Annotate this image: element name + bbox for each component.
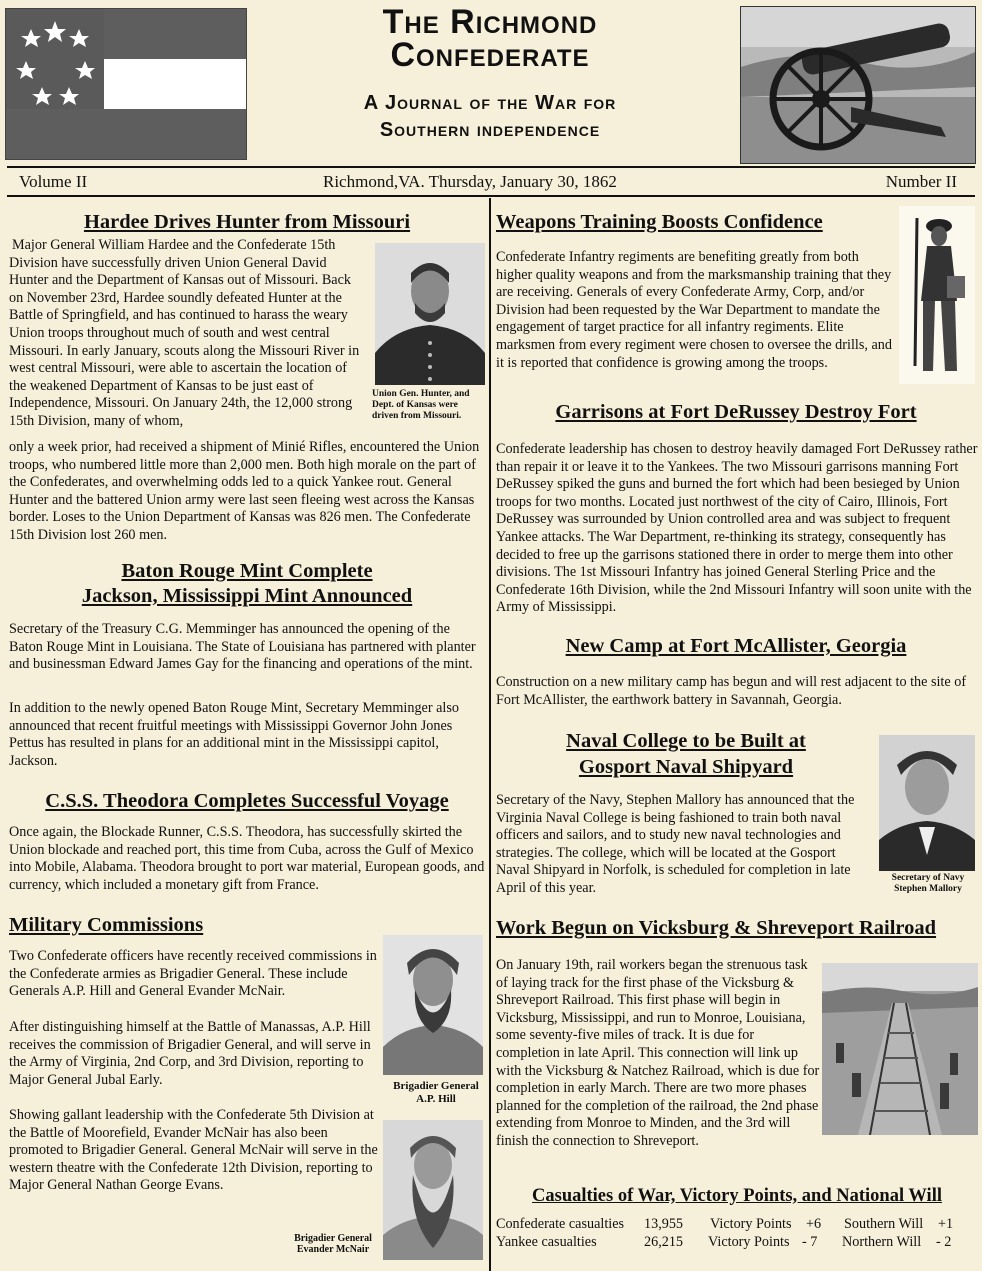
ap-hill-caption-line-2: A.P. Hill bbox=[416, 1093, 456, 1105]
mallory-caption-line-1: Secretary of Navy bbox=[891, 873, 965, 883]
casualties-row-confederate bbox=[496, 1216, 978, 1234]
right-column bbox=[496, 203, 976, 1271]
naval-headline-line-1: Naval College to be Built at bbox=[566, 730, 806, 752]
masthead bbox=[0, 0, 982, 168]
mint-para-1: Secretary of the Treasury C.G. Memminger has announced the opening of the Baton Rouge Mint in Louisiana. The State of Louisiana has partnered with planter and businessman Edward James Gay for the financing and operations of the mint. bbox=[9, 621, 476, 673]
commissions-para-2: After distinguishing himself at the Battle of Manassas, A.P. Hill receives the commission of Brigadier General, and will serve in the Army of Virginia, 2nd Corp, and 3rd Division, reporting to Major General Jubal Early. bbox=[9, 1019, 371, 1088]
mcnair-caption bbox=[285, 1233, 381, 1255]
hunter-caption: Union Gen. Hunter, and Dept. of Kansas were driven from Missouri. bbox=[372, 389, 470, 421]
derussey-headline: Garrisons at Fort DeRussey Destroy Fort bbox=[555, 401, 917, 423]
mallory-caption bbox=[880, 873, 976, 895]
vp-label: Victory Points bbox=[710, 1216, 792, 1232]
mcallister-headline: New Camp at Fort McAllister, Georgia bbox=[565, 635, 907, 657]
will-value: +1 bbox=[938, 1216, 954, 1232]
mint-headline-line-1: Baton Rouge Mint Complete bbox=[121, 560, 373, 582]
cas-label: Confederate casualties bbox=[496, 1216, 625, 1232]
place-date: Richmond,VA. Thursday, January 30, 1862 bbox=[323, 172, 617, 191]
mcallister-body: Construction on a new military camp has begun and will rest adjacent to the site of Fort McAllister, the earthwork battery in Savannah, Georgia. bbox=[496, 674, 967, 708]
soldier-illustration-icon bbox=[899, 206, 975, 384]
vp-value: - 7 bbox=[802, 1234, 818, 1250]
hunter-portrait-icon bbox=[375, 243, 485, 385]
ap-hill-caption-line-1: Brigadier General bbox=[393, 1080, 479, 1092]
cannon-photo-icon bbox=[740, 6, 976, 164]
commissions-headline: Military Commissions bbox=[9, 914, 204, 936]
casualties-headline: Casualties of War, Victory Points, and National Will bbox=[532, 1186, 942, 1206]
mallory-caption-line-2: Stephen Mallory bbox=[894, 884, 962, 894]
ap-hill-caption bbox=[386, 1080, 486, 1106]
masthead-title bbox=[260, 3, 720, 144]
hardee-body-bottom: only a week prior, had received a shipment of Minié Rifles, encountered the Union troops, who numbered little more than 2,000 men. Both high morale on the part of the Confederates, and overwhelming odds led to a quick Yankee rout. General Hunter and the battered Union army were last seen fleeing west across the Kansas border. Loses to the Union Department of Kansas was 826 men. The Confederate 15th Division lost 260 men. bbox=[9, 439, 480, 543]
commissions-para-3: Showing gallant leadership with the Confederate 5th Division at the Battle of Moorefield, Evander McNair has also been promoted to Brigadier General. General McNair will serve in the western theatre with the Confederate 12th Division, reporting to Major General Nathan George Evans. bbox=[9, 1107, 378, 1194]
mcnair-portrait-icon bbox=[383, 1120, 483, 1260]
hardee-body-top: Major General William Hardee and the Confederate 15th Division have successfully driven Union General David Hunter and the Department of Kansas out of Missouri. Back on November 23rd, Hardee soundly defeated Hunter at the Battle of Springfield, and has continued to harass the weary Union troops throughout much of south and west central Missouri. In early January, scouts along the Missouri River in west central Missouri, were able to ascertain the location of the weakened Department of Kansas to be just east of Independence, Missouri. On January 24th, the 12,000 strong 15th Division, many of whom, bbox=[9, 237, 360, 429]
hardee-headline: Hardee Drives Hunter from Missouri bbox=[83, 211, 411, 233]
will-value: - 2 bbox=[936, 1234, 952, 1250]
railroad-body: On January 19th, rail workers began the strenuous task of laying track for the first phase of the Vicksburg & Shreveport Railroad. This first phase will begin in Vicksburg, Mississippi, and run to Monroe, Louisiana, some seventy-five miles of track. It is due for completion in late April. This connection will link up with the Vicksburg & Natchez Railroad, which is due for completion in early March. There are two more phases planned for the completion of the railroad, the 2nd phase extending from Monroe to Minden, and the 3rd will finish the connection to Shreveport. bbox=[496, 957, 820, 1149]
mcnair-caption-line-2: Evander McNair bbox=[296, 1244, 370, 1255]
railroad-headline: Work Begun on Vicksburg & Shreveport Railroad bbox=[496, 917, 937, 939]
railroad-photo-icon bbox=[822, 963, 978, 1135]
will-label: Southern Will bbox=[844, 1216, 924, 1232]
mallory-portrait-icon bbox=[879, 735, 975, 871]
theodora-headline: C.S.S. Theodora Completes Successful Voyage bbox=[45, 790, 449, 812]
cas-value: 13,955 bbox=[644, 1216, 684, 1232]
theodora-body: Once again, the Blockade Runner, C.S.S. Theodora, has successfully skirted the Union blockade and reached port, this time from Cuba, across the Gulf of Mexico into Mobile, Alabama. Theodora brought to port war material, European goods, and currency, which included a monetary gift from France. bbox=[9, 824, 485, 893]
volume-label: Volume II bbox=[19, 172, 88, 191]
cas-label: Yankee casualties bbox=[496, 1234, 597, 1250]
subtitle-line-2: Southern independence bbox=[379, 119, 601, 141]
mint-headline-line-2: Jackson, Mississippi Mint Announced bbox=[81, 585, 413, 607]
ap-hill-portrait-icon bbox=[383, 935, 483, 1075]
weapons-body: Confederate Infantry regiments are benefiting greatly from both higher quality weapons and from the marksmanship training that they are receiving. Generals of every Confederate Army, Corp, and/or Division had been requested by the War Department to mandate the engagement of target practice for all infantry regiments. Elite marksmen from every regiment were chosen to oversee the drills, and it is reported that confidence is growing among the troops. bbox=[496, 249, 892, 371]
weapons-headline: Weapons Training Boosts Confidence bbox=[496, 211, 823, 233]
column-divider bbox=[489, 198, 491, 1271]
derussey-body: Confederate leadership has chosen to destroy heavily damaged Fort DeRussey rather than repair it or leave it to the Yankees. The two Missouri garrisons manning Fort DeRussey spiked the guns and burned the fort which had been besieged by Union troops for two months. Located just northwest of the city of Cairo, Illinois, Fort DeRussey was surrounded by Union controlled area and was subject to frequent Yankee attacks. The War Department, re-thinking its strategy, consequently has decided to free up the garrisons stationed there in order to merge them into other divisions. The 1st Missouri Infantry has joined General Sterling Price and the Confederate 16th Division, while the 2nd Missouri Infantry will soon unite with the Army of Mississippi. bbox=[496, 441, 978, 616]
left-column bbox=[9, 203, 485, 1271]
subtitle-line-1: A Journal of the War for bbox=[363, 92, 617, 114]
title-line-2: Confederate bbox=[390, 36, 590, 74]
will-label: Northern Will bbox=[842, 1234, 922, 1250]
issue-number: Number II bbox=[885, 172, 957, 191]
confederate-flag-icon bbox=[5, 8, 247, 160]
cas-value: 26,215 bbox=[644, 1234, 684, 1250]
mint-para-2: In addition to the newly opened Baton Rouge Mint, Secretary Memminger also announced that recent fruitful meetings with Mississippi Governor John Jones Pettus has resulted in plans for an additional mint in the Mississippi capitol, Jackson. bbox=[9, 700, 459, 769]
commissions-para-1: Two Confederate officers have recently received commissions in the Confederate armies as Brigadier General. These include Generals A.P. Hill and General Evander McNair. bbox=[9, 948, 377, 1000]
dateline bbox=[7, 172, 975, 194]
naval-body: Secretary of the Navy, Stephen Mallory has announced that the Virginia Naval College is being fashioned to train both naval officers and sailors, and to study new naval technologies and strategies. The college, which will be located at the Gosport Naval Shipyard in Norfolk, is scheduled for completion in late April of this year. bbox=[496, 792, 855, 896]
vp-label: Victory Points bbox=[708, 1234, 790, 1250]
vp-value: +6 bbox=[806, 1216, 822, 1232]
casualties-row-yankee bbox=[496, 1234, 978, 1252]
title-line-1: The Richmond bbox=[382, 3, 598, 41]
naval-headline-line-2: Gosport Naval Shipyard bbox=[578, 756, 794, 778]
mcnair-caption-line-1: Brigadier General bbox=[294, 1233, 372, 1244]
